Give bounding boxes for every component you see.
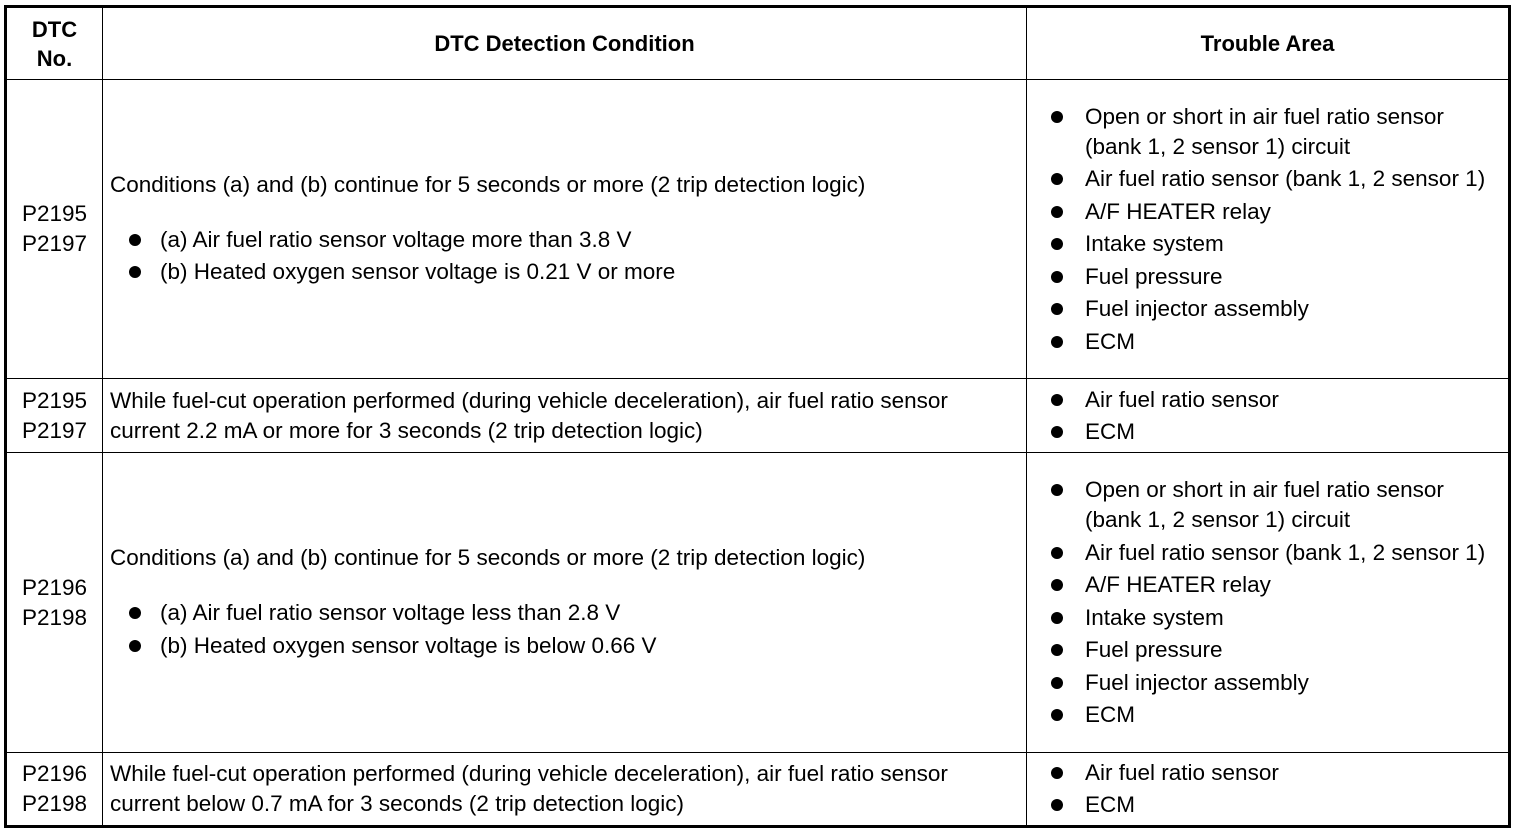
trouble-area-cell — [1027, 80, 1510, 379]
trouble-area-item: Open or short in air fuel ratio sensor (bank 1, 2 sensor 1) circuit — [1047, 475, 1504, 535]
detection-condition-cell — [103, 379, 1027, 453]
dtc-code: P2196 — [21, 760, 88, 786]
detection-condition-cell — [103, 752, 1027, 826]
trouble-area-item: Intake system — [1047, 603, 1504, 633]
trouble-area-item: Fuel pressure — [1047, 262, 1504, 292]
trouble-area-item: Air fuel ratio sensor — [1047, 385, 1504, 415]
trouble-area-list — [1047, 102, 1504, 357]
trouble-area-item: A/F HEATER relay — [1047, 197, 1504, 227]
trouble-area-item: A/F HEATER relay — [1047, 570, 1504, 600]
trouble-area-list — [1047, 758, 1504, 821]
trouble-area-list — [1047, 475, 1504, 730]
trouble-area-item: Open or short in air fuel ratio sensor (bank 1, 2 sensor 1) circuit — [1047, 102, 1504, 162]
dtc-code-cell — [6, 453, 103, 752]
table-row — [6, 453, 1510, 752]
condition-item: (b) Heated oxygen sensor voltage is 0.21 V or more — [110, 256, 1018, 289]
condition-text: While fuel-cut operation performed (during vehicle deceleration), air fuel ratio sensor current below 0.7 mA for 3 seconds (2 trip detection logic) — [110, 760, 948, 816]
dtc-code: P2195 — [21, 387, 88, 413]
dtc-code: P2198 — [21, 604, 88, 630]
condition-item: (a) Air fuel ratio sensor voltage more than 3.8 V — [110, 224, 1018, 257]
header-trouble-area: Trouble Area — [1027, 7, 1510, 80]
dtc-code: P2195 — [21, 201, 88, 227]
dtc-code: P2197 — [21, 231, 88, 257]
header-dtc-no: DTC No. — [6, 7, 103, 80]
condition-text: Conditions (a) and (b) continue for 5 seconds or more (2 trip detection logic) — [110, 171, 866, 197]
trouble-area-item: Fuel injector assembly — [1047, 294, 1504, 324]
dtc-code-cell — [6, 80, 103, 379]
trouble-area-item: Fuel injector assembly — [1047, 668, 1504, 698]
condition-item: (b) Heated oxygen sensor voltage is below 0.66 V — [110, 630, 1018, 663]
detection-condition-cell — [103, 80, 1027, 379]
detection-condition-cell — [103, 453, 1027, 752]
table-row — [6, 379, 1510, 453]
table-header-row — [6, 7, 1510, 80]
trouble-area-cell — [1027, 379, 1510, 453]
header-detection-condition: DTC Detection Condition — [103, 7, 1027, 80]
trouble-area-item: Fuel pressure — [1047, 635, 1504, 665]
trouble-area-item: ECM — [1047, 417, 1504, 447]
condition-text: Conditions (a) and (b) continue for 5 seconds or more (2 trip detection logic) — [110, 545, 866, 571]
trouble-area-item: Air fuel ratio sensor (bank 1, 2 sensor 1) — [1047, 538, 1504, 568]
trouble-area-list — [1047, 385, 1504, 448]
trouble-area-item: ECM — [1047, 327, 1504, 357]
condition-list — [110, 224, 1018, 289]
table-row — [6, 80, 1510, 379]
trouble-area-item: Air fuel ratio sensor (bank 1, 2 sensor 1) — [1047, 164, 1504, 194]
table-row — [6, 752, 1510, 826]
condition-item: (a) Air fuel ratio sensor voltage less than 2.8 V — [110, 597, 1018, 630]
dtc-code: P2197 — [21, 417, 88, 443]
trouble-area-item: Intake system — [1047, 229, 1504, 259]
dtc-table — [4, 5, 1511, 828]
condition-text: While fuel-cut operation performed (during vehicle deceleration), air fuel ratio sensor current 2.2 mA or more for 3 seconds (2 trip detection logic) — [110, 387, 948, 443]
dtc-code-cell — [6, 752, 103, 826]
trouble-area-cell — [1027, 752, 1510, 826]
condition-list — [110, 597, 1018, 662]
trouble-area-item: Air fuel ratio sensor — [1047, 758, 1504, 788]
dtc-code: P2198 — [21, 790, 88, 816]
dtc-code: P2196 — [21, 574, 88, 600]
trouble-area-cell — [1027, 453, 1510, 752]
trouble-area-item: ECM — [1047, 790, 1504, 820]
dtc-code-cell — [6, 379, 103, 453]
trouble-area-item: ECM — [1047, 700, 1504, 730]
